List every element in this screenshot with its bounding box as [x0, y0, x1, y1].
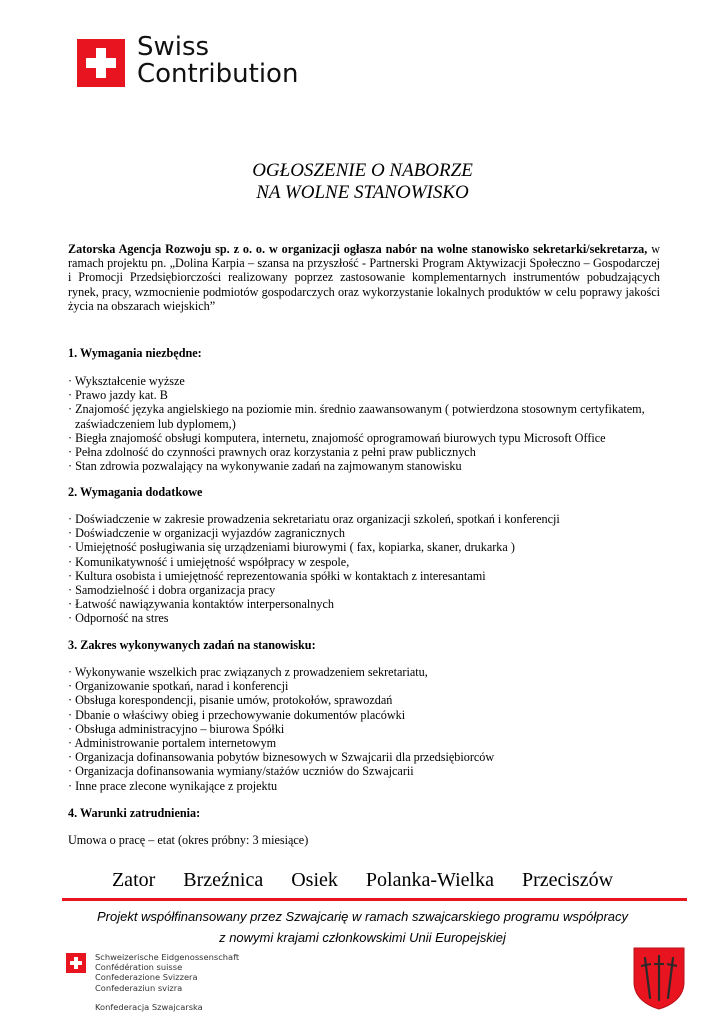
list-item: · Odporność na stres: [68, 611, 660, 625]
confederation-name: Confédération suisse: [95, 962, 183, 973]
list-item: · Znajomość języka angielskiego na poziomie min. średnio zaawansowanym ( potwierdzona stosownym certyfikatem, zaświadczeniem lub dyplomem,): [68, 402, 660, 430]
list-item: · Komunikatywność i umiejętność współpracy w zespole,: [68, 555, 660, 569]
title-line-1: OGŁOSZENIE O NABORZE: [252, 160, 473, 181]
list-item: · Doświadczenie w organizacji wyjazdów zagranicznych: [68, 526, 660, 540]
intro-paragraph: [68, 242, 660, 313]
town-name: Polanka-Wielka: [365, 869, 494, 891]
intro-lead: Zatorska Agencja Rozwoju sp. z o. o. w organizacji ogłasza nabór na wolne stanowisko sekretarki/sekretarza,: [68, 242, 648, 256]
list-item: · Obsługa korespondencji, pisanie umów, protokołów, sprawozdań: [68, 693, 660, 707]
page-title: [0, 160, 725, 204]
list-item: · Wykształcenie wyższe: [68, 374, 660, 388]
swiss-contribution-logo: [137, 34, 298, 88]
section-2-heading: 2. Wymagania dodatkowe: [68, 485, 203, 499]
list-item: · Prawo jazdy kat. B: [68, 388, 660, 402]
list-item: · Doświadczenie w zakresie prowadzenia sekretariatu oraz organizacji szkoleń, spotkań i konferencji: [68, 512, 660, 526]
section-2-list: [68, 512, 660, 626]
logo-line-1: Swiss: [137, 32, 210, 62]
list-item: · Pełna zdolność do czynności prawnych oraz korzystania z pełni praw publicznych: [68, 445, 660, 459]
list-item: · Kultura osobista i umiejętność reprezentowania spółki w kontaktach z interesantami: [68, 569, 660, 583]
intro-rest: w ramach projektu pn. „Dolina Karpia – szansa na przyszłość - Partnerski Program Aktywizacji Społeczno – Gospodarczej i Promocji Przedsiębiorczości realizowany poprzez zastosowanie komplementarnych instrumentów pobudzających rynek, pracy, wzmocnienie podmiotów gospodarczych oraz wykorzystanie lokalnych produktów w celu poprawy jakości życia na obszarach wiejskich”: [68, 242, 661, 313]
list-item: · Inne prace zlecone wynikające z projektu: [68, 779, 660, 793]
town-name: Osiek: [291, 869, 338, 891]
list-item: · Umiejętność posługiwania się urządzeniami biurowymi ( fax, kopiarka, skaner, drukarka ): [68, 540, 660, 554]
list-item: · Organizowanie spotkań, narad i konferencji: [68, 679, 660, 693]
swiss-coat-of-arms-icon: [66, 953, 86, 973]
confederation-polish: Konfederacja Szwajcarska: [95, 1002, 203, 1012]
project-line-1: Projekt współfinansowany przez Szwajcarię w ramach szwajcarskiego programu współpracy: [96, 909, 629, 924]
list-item: · Biegła znajomość obsługi komputera, internetu, znajomość oprogramowań biurowych typu Microsoft Office: [68, 431, 660, 445]
list-item: · Dbanie o właściwy obieg i przechowywanie dokumentów placówki: [68, 708, 660, 722]
municipal-crest-icon: [632, 946, 686, 1010]
title-line-2: NA WOLNE STANOWISKO: [256, 182, 469, 203]
confederation-name: Confederaziun svizra: [95, 982, 183, 993]
project-line-2: z nowymi krajami członkowskimi Unii Europejskiej: [219, 930, 506, 945]
list-item: · Samodzielność i dobra organizacja pracy: [68, 583, 660, 597]
list-item: · Organizacja dofinansowania wymiany/stażów uczniów do Szwajcarii: [68, 764, 660, 778]
confederation-name: Confederazione Svizzera: [95, 972, 198, 983]
section-1-list: [68, 374, 660, 473]
section-3-list: [68, 665, 660, 793]
town-name: Przeciszów: [521, 869, 614, 891]
project-cofinancing-note: [0, 906, 725, 948]
confederation-names: [95, 952, 239, 993]
town-name: Brzeźnica: [183, 869, 264, 891]
list-item: · Łatwość nawiązywania kontaktów interpersonalnych: [68, 597, 660, 611]
swiss-cross-icon: [77, 39, 125, 87]
confederation-name: Schweizerische Eidgenossenschaft: [95, 952, 240, 962]
section-4-heading: 4. Warunki zatrudnienia:: [68, 806, 201, 820]
employment-terms: Umowa o pracę – etat (okres próbny: 3 miesiące): [68, 833, 309, 847]
town-name: Zator: [111, 869, 156, 891]
list-item: · Wykonywanie wszelkich prac związanych z prowadzeniem sekretariatu,: [68, 665, 660, 679]
list-item: · Administrowanie portalem internetowym: [68, 736, 660, 750]
list-item: · Obsługa administracyjno – biurowa Spółki: [68, 722, 660, 736]
logo-line-2: Contribution: [137, 59, 299, 89]
list-item: · Organizacja dofinansowania pobytów biznesowych w Szwajcarii dla przedsiębiorców: [68, 750, 660, 764]
section-3-heading: 3. Zakres wykonywanych zadań na stanowisku:: [68, 638, 316, 652]
list-item: · Stan zdrowia pozwalający na wykonywanie zadań na zajmowanym stanowisku: [68, 459, 660, 473]
towns-row: [0, 868, 725, 892]
footer-divider: [62, 898, 687, 901]
section-1-heading: 1. Wymagania niezbędne:: [68, 346, 202, 360]
